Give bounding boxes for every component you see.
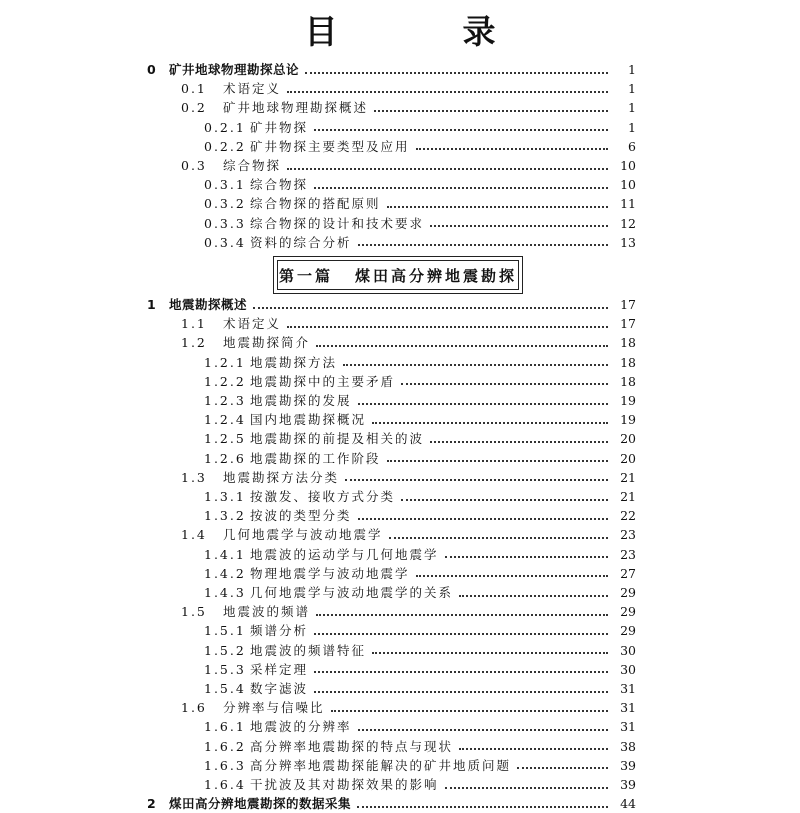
dot-leader	[372, 422, 608, 424]
toc-entry-title: 地震波的频谱特征	[250, 642, 367, 658]
dot-leader	[314, 187, 608, 189]
toc-entry-number: 0	[147, 62, 157, 77]
toc-entry-page: 1	[628, 62, 636, 77]
toc-entry-number: 1.5.2	[204, 642, 246, 658]
dot-leader	[358, 403, 608, 405]
dot-leader	[430, 225, 608, 227]
dot-leader	[316, 614, 608, 616]
dot-leader	[358, 729, 608, 731]
toc-entry-title: 物理地震学与波动地震学	[250, 565, 410, 581]
toc-entry-number: 0.3.3	[204, 215, 246, 231]
toc-entry-page: 30	[620, 642, 636, 658]
toc-entry-number: 1.4.1	[204, 546, 246, 562]
toc-entry[interactable]	[204, 233, 636, 252]
toc-entry-title: 术语定义	[223, 316, 282, 332]
toc-entry-page: 22	[620, 508, 636, 524]
dot-leader	[459, 748, 608, 750]
toc-entry-page: 31	[620, 719, 636, 735]
toc-entry-title: 数字滤波	[250, 681, 309, 696]
toc-entry-number: 1.1	[181, 316, 207, 332]
toc-entry[interactable]	[204, 372, 636, 391]
dot-leader	[459, 595, 608, 597]
part-heading	[277, 260, 519, 290]
toc-entry[interactable]	[147, 60, 636, 79]
toc-entry-number: 0.3	[181, 158, 207, 173]
toc-entry-page: 27	[620, 565, 636, 581]
dot-leader	[372, 652, 608, 654]
toc-entry-number: 1.5	[181, 604, 207, 620]
toc-entry-title: 按激发、接收方式分类	[250, 489, 396, 504]
dot-leader	[314, 633, 608, 635]
dot-leader	[445, 787, 608, 789]
toc-entry-page: 17	[620, 297, 636, 312]
toc-entry-title: 综合物探的搭配原则	[250, 196, 381, 212]
toc-entry[interactable]	[204, 175, 636, 194]
toc-entry-title: 术语定义	[223, 81, 282, 97]
toc-entry-page: 1	[628, 100, 636, 116]
dot-leader	[343, 364, 608, 366]
toc-entry[interactable]	[204, 679, 636, 698]
toc-entry-page: 30	[620, 661, 636, 677]
toc-entry[interactable]	[204, 194, 636, 213]
toc-entry-title: 综合物探	[250, 177, 309, 193]
toc-entry[interactable]	[181, 602, 636, 621]
toc-entry[interactable]	[204, 717, 636, 736]
toc-entry-title: 地震勘探简介	[223, 335, 311, 351]
toc-entry-number: 1.6.4	[204, 777, 246, 792]
toc-entry-number: 2	[147, 796, 157, 812]
toc-entry-page: 29	[620, 604, 636, 620]
dot-leader	[416, 148, 608, 150]
dot-leader	[416, 575, 608, 577]
toc-entry[interactable]	[204, 756, 636, 775]
toc-entry[interactable]	[181, 698, 636, 717]
toc-entry-number: 0.2	[181, 100, 207, 116]
toc-entry-number: 1.6.3	[204, 757, 246, 773]
dot-leader	[287, 168, 608, 170]
toc-entry[interactable]	[204, 660, 636, 679]
toc-entry[interactable]	[204, 353, 636, 372]
toc-entry-title: 煤田高分辨地震勘探的数据采集	[169, 796, 352, 812]
dot-leader	[287, 326, 608, 328]
toc-entry-title: 地震勘探概述	[169, 297, 248, 312]
toc-entry-title: 地震波的分辨率	[250, 719, 352, 735]
dot-leader	[316, 345, 608, 347]
toc-entry-number: 1.6.1	[204, 719, 246, 735]
toc-entry-title: 按波的类型分类	[250, 508, 352, 524]
toc-entry-number: 1.5.4	[204, 681, 246, 696]
toc-entry[interactable]	[204, 118, 636, 137]
toc-entry-number: 1.5.1	[204, 623, 246, 639]
toc-entry-title: 综合物探的设计和技术要求	[250, 215, 425, 231]
dot-leader	[358, 518, 608, 520]
toc-entry[interactable]	[204, 410, 636, 429]
toc-entry-page: 6	[628, 138, 636, 154]
toc-entry-page: 17	[620, 316, 636, 332]
dot-leader	[345, 479, 608, 481]
toc-entry-title: 矿井物探主要类型及应用	[250, 138, 410, 154]
dot-leader	[331, 710, 608, 712]
toc-entry-number: 0.2.1	[204, 119, 246, 135]
toc-entry[interactable]	[204, 214, 636, 233]
toc-entry-title: 地震勘探方法分类	[223, 469, 340, 485]
toc-entry[interactable]	[181, 468, 636, 487]
toc-entry-page: 21	[620, 489, 636, 504]
toc-entry[interactable]	[181, 98, 636, 117]
toc-entry-number: 1.2.5	[204, 431, 246, 447]
dot-leader	[401, 383, 608, 385]
dot-leader	[445, 556, 608, 558]
toc-entry[interactable]	[204, 564, 636, 583]
toc-entry-title: 地震勘探中的主要矛盾	[250, 373, 396, 389]
toc-entry-page: 19	[620, 393, 636, 408]
toc-entry-title: 地震波的频谱	[223, 604, 311, 620]
toc-entry-page: 1	[628, 81, 636, 97]
toc-entry[interactable]	[204, 583, 636, 602]
toc-entry[interactable]	[204, 449, 636, 468]
toc-entry-page: 11	[620, 196, 636, 212]
toc-entry-page: 21	[620, 469, 636, 485]
dot-leader	[314, 691, 608, 693]
toc-entry[interactable]	[204, 487, 636, 506]
toc-entry[interactable]	[204, 775, 636, 794]
toc-entry-number: 0.1	[181, 81, 207, 97]
toc-entry-number: 1.2	[181, 335, 207, 351]
dot-leader	[389, 537, 608, 539]
dot-leader	[305, 72, 608, 74]
dot-leader	[401, 499, 608, 501]
toc-entry-number: 1.3.2	[204, 508, 246, 524]
toc-entry-number: 1.3	[181, 469, 207, 485]
toc-entry-title: 地震勘探的发展	[250, 393, 352, 408]
toc-entry-title: 国内地震勘探概况	[250, 412, 367, 428]
toc-entry-page: 39	[620, 757, 636, 773]
toc-entry[interactable]	[204, 641, 636, 660]
toc-entry-number: 1.2.4	[204, 412, 246, 428]
dot-leader	[387, 460, 608, 462]
toc-entry-number: 1.4	[181, 527, 207, 543]
dot-leader	[287, 91, 608, 93]
toc-entry-page: 23	[620, 527, 636, 543]
toc-entry[interactable]	[181, 333, 636, 352]
dot-leader	[357, 806, 608, 808]
toc-entry-title: 几何地震学与波动地震学	[223, 527, 383, 543]
toc-entry-page: 29	[620, 623, 636, 639]
toc-entry[interactable]	[204, 391, 636, 410]
toc-entry-number: 1.2.2	[204, 373, 246, 389]
toc-entry-number: 0.2.2	[204, 138, 246, 154]
page-title: 目 录	[304, 12, 542, 51]
toc-entry[interactable]	[204, 545, 636, 564]
toc-entry-number: 1	[147, 297, 157, 312]
part-heading-box	[273, 256, 523, 294]
toc-entry-page: 1	[628, 119, 636, 135]
toc-entry-number: 1.2.1	[204, 354, 246, 370]
toc-entry-title: 干扰波及其对勘探效果的影响	[250, 777, 439, 792]
toc-entry-title: 几何地震学与波动地震学的关系	[250, 585, 454, 600]
toc-entry-title: 地震勘探方法	[250, 354, 338, 370]
toc-entry-number: 1.5.3	[204, 661, 246, 677]
toc-entry-page: 18	[620, 373, 636, 389]
toc-entry[interactable]	[204, 137, 636, 156]
toc-entry-page: 29	[620, 585, 636, 600]
toc-entry-title: 矿井地球物理勘探概述	[223, 100, 369, 116]
toc-entry-title: 分辨率与信噪比	[223, 700, 325, 716]
toc-entry-title: 高分辨率地震勘探的特点与现状	[250, 738, 454, 754]
toc-entry-page: 12	[620, 215, 636, 231]
toc-entry[interactable]	[204, 621, 636, 640]
toc-entry[interactable]	[181, 525, 636, 544]
toc-entry[interactable]	[181, 79, 636, 98]
toc-entry-title: 频谱分析	[250, 623, 309, 639]
dot-leader	[314, 129, 608, 131]
toc-entry-page: 31	[620, 681, 636, 696]
toc-entry-number: 1.3.1	[204, 489, 246, 504]
toc-entry-title: 高分辨率地震勘探能解决的矿井地质问题	[250, 757, 512, 773]
toc-entry-number: 1.6.2	[204, 738, 246, 754]
dot-leader	[430, 441, 608, 443]
toc-entry-number: 0.3.2	[204, 196, 246, 212]
toc-entry-number: 0.3.1	[204, 177, 246, 193]
part-label: 第一篇	[278, 266, 333, 285]
toc-entry-number: 1.2.6	[204, 450, 246, 466]
dot-leader	[374, 110, 608, 112]
dot-leader	[517, 767, 608, 769]
toc-entry-page: 23	[620, 546, 636, 562]
toc-entry-page: 19	[620, 412, 636, 428]
dot-leader	[253, 307, 608, 309]
toc-entry[interactable]	[181, 314, 636, 333]
dot-leader	[358, 244, 608, 246]
toc-entry-title: 地震波的运动学与几何地震学	[250, 546, 439, 562]
toc-entry[interactable]	[147, 794, 636, 813]
toc-entry[interactable]	[181, 156, 636, 175]
dot-leader	[314, 671, 608, 673]
toc-entry-title: 综合物探	[223, 158, 282, 173]
toc-entry[interactable]	[147, 295, 636, 314]
toc-entry[interactable]	[204, 737, 636, 756]
toc-entry-page: 20	[620, 450, 636, 466]
dot-leader	[387, 206, 608, 208]
toc-entry[interactable]	[204, 429, 636, 448]
toc-entry-title: 资料的综合分析	[250, 234, 352, 250]
part-title: 煤田高分辨地震勘探	[355, 266, 518, 285]
toc-entry-page: 13	[620, 234, 636, 250]
toc-entry-title: 地震勘探的前提及相关的波	[250, 431, 425, 447]
toc-entry-number: 1.6	[181, 700, 207, 716]
toc-entry-title: 矿井地球物理勘探总论	[169, 62, 300, 77]
toc-entry[interactable]	[204, 506, 636, 525]
toc-entry-page: 10	[620, 177, 636, 193]
toc-entry-title: 地震勘探的工作阶段	[250, 450, 381, 466]
toc-entry-page: 10	[620, 158, 636, 173]
toc-entry-page: 18	[620, 335, 636, 351]
toc-entry-page: 44	[620, 796, 636, 812]
toc-entry-number: 1.4.2	[204, 565, 246, 581]
toc-entry-page: 39	[620, 777, 636, 792]
toc-entry-title: 采样定理	[250, 661, 309, 677]
toc-entry-number: 1.4.3	[204, 585, 246, 600]
toc-entry-page: 31	[620, 700, 636, 716]
toc-entry-number: 1.2.3	[204, 393, 246, 408]
toc-entry-number: 0.3.4	[204, 234, 246, 250]
toc-entry-page: 20	[620, 431, 636, 447]
toc-entry-page: 18	[620, 354, 636, 370]
toc-entry-title: 矿井物探	[250, 119, 309, 135]
toc-entry-page: 38	[620, 738, 636, 754]
